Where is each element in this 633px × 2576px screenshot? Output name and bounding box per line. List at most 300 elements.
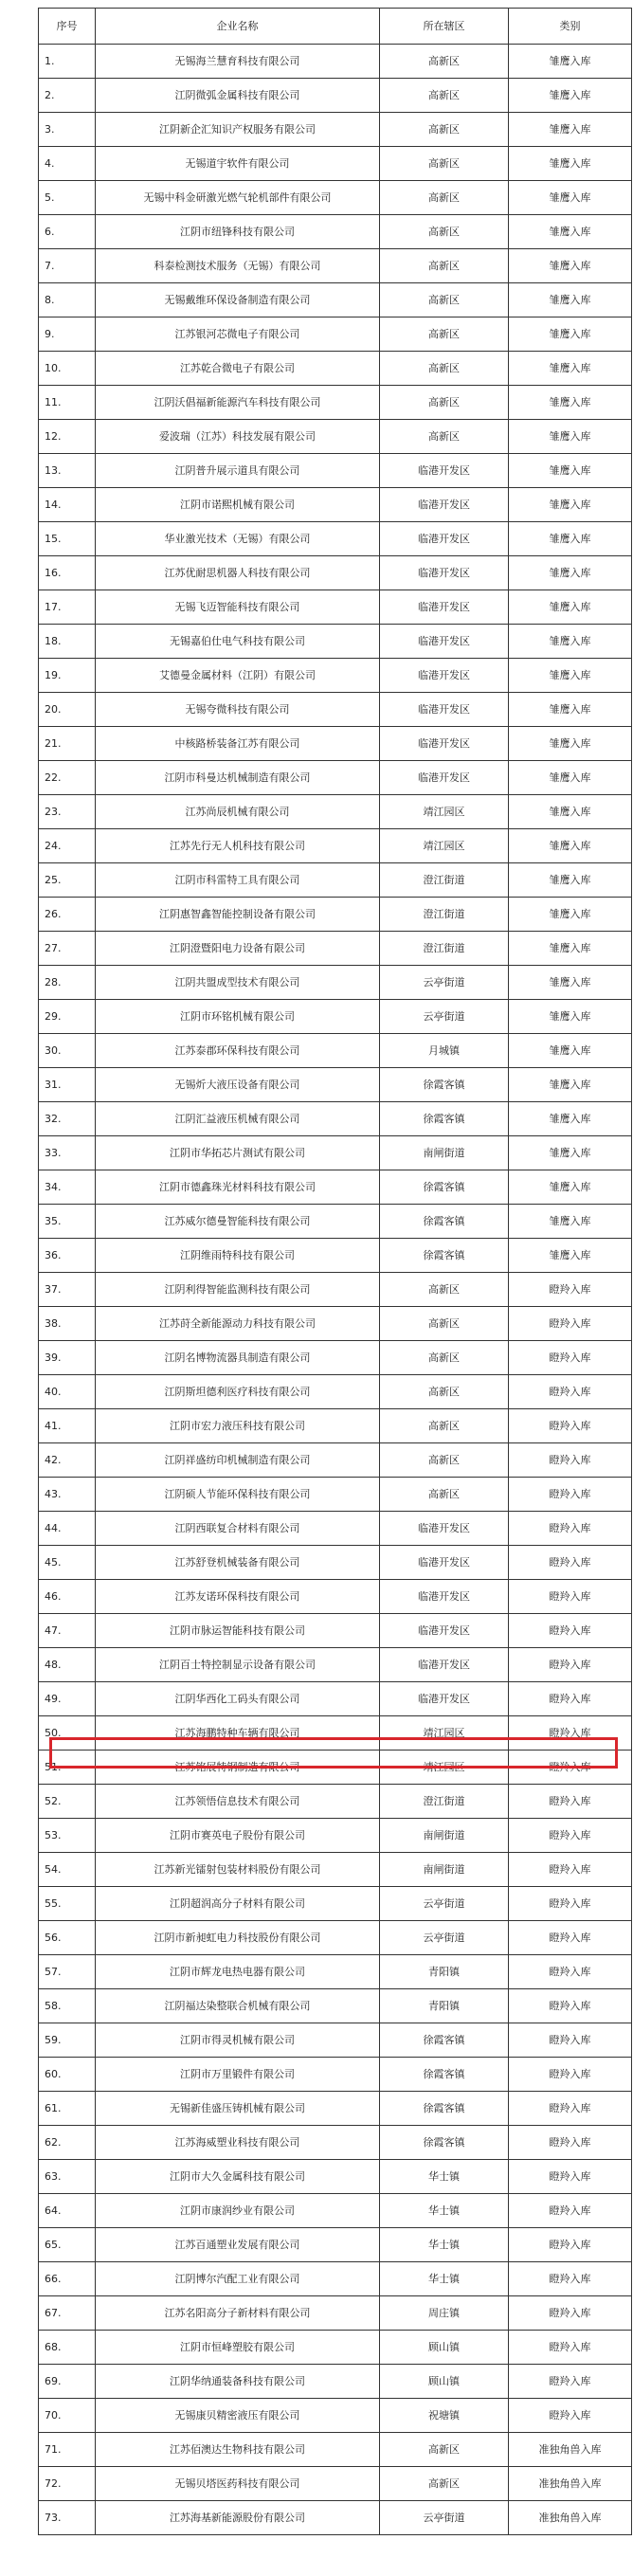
row-category: 雏鹰入库 bbox=[509, 317, 632, 352]
row-index: 13. bbox=[39, 454, 96, 488]
table-row bbox=[39, 79, 632, 113]
row-district: 云亭街道 bbox=[380, 1887, 509, 1921]
row-district: 靖江园区 bbox=[380, 1751, 509, 1785]
row-index: 35. bbox=[39, 1205, 96, 1239]
row-district: 南闸街道 bbox=[380, 1853, 509, 1887]
row-company: 无锡康贝精密液压有限公司 bbox=[96, 2399, 380, 2433]
table-row bbox=[39, 1000, 632, 1034]
row-index: 61. bbox=[39, 2092, 96, 2126]
table-row bbox=[39, 2126, 632, 2160]
row-district: 高新区 bbox=[380, 1273, 509, 1307]
table-row bbox=[39, 761, 632, 795]
table-row bbox=[39, 1034, 632, 1068]
row-district: 临港开发区 bbox=[380, 556, 509, 590]
row-index: 12. bbox=[39, 420, 96, 454]
row-district: 顾山镇 bbox=[380, 2365, 509, 2399]
row-company: 江苏海威塑业科技有限公司 bbox=[96, 2126, 380, 2160]
table-row bbox=[39, 488, 632, 522]
row-company: 江苏百通塑业发展有限公司 bbox=[96, 2228, 380, 2262]
row-district: 高新区 bbox=[380, 420, 509, 454]
row-category: 雏鹰入库 bbox=[509, 898, 632, 932]
row-category: 瞪羚入库 bbox=[509, 2160, 632, 2194]
row-category: 瞪羚入库 bbox=[509, 1307, 632, 1341]
table-row bbox=[39, 283, 632, 317]
row-district: 澄江街道 bbox=[380, 898, 509, 932]
table-row bbox=[39, 863, 632, 898]
row-company: 江苏铭展特钢制造有限公司 bbox=[96, 1751, 380, 1785]
row-company: 江阴市得灵机械有限公司 bbox=[96, 2023, 380, 2058]
row-index: 56. bbox=[39, 1921, 96, 1955]
row-index: 59. bbox=[39, 2023, 96, 2058]
row-company: 江阴市纽锋科技有限公司 bbox=[96, 215, 380, 249]
row-category: 瞪羚入库 bbox=[509, 2296, 632, 2331]
row-district: 临港开发区 bbox=[380, 1614, 509, 1648]
row-company: 无锡嘉伯仕电气科技有限公司 bbox=[96, 625, 380, 659]
row-index: 58. bbox=[39, 1989, 96, 2023]
row-index: 60. bbox=[39, 2058, 96, 2092]
row-company: 江阴市华拓芯片测试有限公司 bbox=[96, 1136, 380, 1170]
table-header-row bbox=[39, 9, 632, 45]
row-index: 16. bbox=[39, 556, 96, 590]
row-category: 瞪羚入库 bbox=[509, 1375, 632, 1409]
row-company: 江阴硕人节能环保科技有限公司 bbox=[96, 1478, 380, 1512]
row-district: 高新区 bbox=[380, 1409, 509, 1443]
row-company: 江阴祥盛纺印机械制造有限公司 bbox=[96, 1443, 380, 1478]
row-district: 临港开发区 bbox=[380, 761, 509, 795]
row-company: 江阴澄暨阳电力设备有限公司 bbox=[96, 932, 380, 966]
row-index: 6. bbox=[39, 215, 96, 249]
row-index: 7. bbox=[39, 249, 96, 283]
table-row bbox=[39, 1068, 632, 1102]
row-district: 高新区 bbox=[380, 113, 509, 147]
row-category: 瞪羚入库 bbox=[509, 1921, 632, 1955]
row-company: 江苏友诺环保科技有限公司 bbox=[96, 1580, 380, 1614]
row-index: 48. bbox=[39, 1648, 96, 1682]
row-company: 江阴华纳通装备科技有限公司 bbox=[96, 2365, 380, 2399]
row-category: 雏鹰入库 bbox=[509, 795, 632, 829]
row-index: 42. bbox=[39, 1443, 96, 1478]
row-district: 临港开发区 bbox=[380, 1580, 509, 1614]
table-row bbox=[39, 2058, 632, 2092]
row-index: 14. bbox=[39, 488, 96, 522]
row-district: 靖江园区 bbox=[380, 795, 509, 829]
table-row bbox=[39, 1648, 632, 1682]
row-index: 40. bbox=[39, 1375, 96, 1409]
row-company: 无锡炘大液压设备有限公司 bbox=[96, 1068, 380, 1102]
row-district: 徐霞客镇 bbox=[380, 1239, 509, 1273]
row-index: 62. bbox=[39, 2126, 96, 2160]
row-category: 瞪羚入库 bbox=[509, 1580, 632, 1614]
row-company: 江阴博尔汽配工业有限公司 bbox=[96, 2262, 380, 2296]
table-row bbox=[39, 1989, 632, 2023]
row-index: 73. bbox=[39, 2501, 96, 2535]
row-index: 20. bbox=[39, 693, 96, 727]
row-company: 江苏银河芯微电子有限公司 bbox=[96, 317, 380, 352]
row-index: 53. bbox=[39, 1819, 96, 1853]
row-company: 江阴西联复合材料有限公司 bbox=[96, 1512, 380, 1546]
table-row bbox=[39, 386, 632, 420]
row-index: 2. bbox=[39, 79, 96, 113]
row-company: 无锡贝塔医药科技有限公司 bbox=[96, 2467, 380, 2501]
row-company: 江苏乾合微电子有限公司 bbox=[96, 352, 380, 386]
row-district: 临港开发区 bbox=[380, 590, 509, 625]
row-district: 高新区 bbox=[380, 249, 509, 283]
table-row bbox=[39, 352, 632, 386]
row-district: 高新区 bbox=[380, 283, 509, 317]
row-district: 临港开发区 bbox=[380, 1546, 509, 1580]
row-category: 雏鹰入库 bbox=[509, 147, 632, 181]
row-company: 江苏海基新能源股份有限公司 bbox=[96, 2501, 380, 2535]
row-index: 11. bbox=[39, 386, 96, 420]
row-category: 雏鹰入库 bbox=[509, 79, 632, 113]
row-index: 38. bbox=[39, 1307, 96, 1341]
row-category: 瞪羚入库 bbox=[509, 2023, 632, 2058]
row-district: 徐霞客镇 bbox=[380, 2126, 509, 2160]
row-company: 江阴惠智鑫智能控制设备有限公司 bbox=[96, 898, 380, 932]
row-category: 雏鹰入库 bbox=[509, 215, 632, 249]
row-category: 雏鹰入库 bbox=[509, 1034, 632, 1068]
table-row bbox=[39, 45, 632, 79]
table-row bbox=[39, 556, 632, 590]
table-row bbox=[39, 1614, 632, 1648]
row-district: 青阳镇 bbox=[380, 1989, 509, 2023]
row-index: 55. bbox=[39, 1887, 96, 1921]
row-index: 68. bbox=[39, 2331, 96, 2365]
row-index: 36. bbox=[39, 1239, 96, 1273]
row-company: 江阴市宏力液压科技有限公司 bbox=[96, 1409, 380, 1443]
header-category: 类别 bbox=[509, 9, 632, 45]
table-body bbox=[39, 45, 632, 2535]
row-index: 27. bbox=[39, 932, 96, 966]
table-row bbox=[39, 1887, 632, 1921]
table-row bbox=[39, 2433, 632, 2467]
row-category: 雏鹰入库 bbox=[509, 420, 632, 454]
row-category: 瞪羚入库 bbox=[509, 2399, 632, 2433]
table-row bbox=[39, 727, 632, 761]
row-district: 月城镇 bbox=[380, 1034, 509, 1068]
row-company: 江苏优耐思机器人科技有限公司 bbox=[96, 556, 380, 590]
table-row bbox=[39, 898, 632, 932]
table-row bbox=[39, 249, 632, 283]
row-category: 瞪羚入库 bbox=[509, 1989, 632, 2023]
row-category: 瞪羚入库 bbox=[509, 1546, 632, 1580]
row-index: 19. bbox=[39, 659, 96, 693]
row-district: 高新区 bbox=[380, 181, 509, 215]
row-district: 青阳镇 bbox=[380, 1955, 509, 1989]
row-district: 靖江园区 bbox=[380, 829, 509, 863]
row-company: 爱波瑞（江苏）科技发展有限公司 bbox=[96, 420, 380, 454]
row-category: 雏鹰入库 bbox=[509, 522, 632, 556]
row-index: 22. bbox=[39, 761, 96, 795]
row-district: 临港开发区 bbox=[380, 1682, 509, 1716]
row-index: 71. bbox=[39, 2433, 96, 2467]
row-district: 华士镇 bbox=[380, 2262, 509, 2296]
table-row bbox=[39, 1682, 632, 1716]
row-district: 高新区 bbox=[380, 1478, 509, 1512]
row-category: 瞪羚入库 bbox=[509, 1409, 632, 1443]
company-table bbox=[38, 8, 632, 2535]
row-district: 临港开发区 bbox=[380, 1512, 509, 1546]
row-company: 江苏莳全新能源动力科技有限公司 bbox=[96, 1307, 380, 1341]
row-company: 江阴市万里锻件有限公司 bbox=[96, 2058, 380, 2092]
row-category: 瞪羚入库 bbox=[509, 2262, 632, 2296]
table-row bbox=[39, 1580, 632, 1614]
row-category: 瞪羚入库 bbox=[509, 1751, 632, 1785]
row-company: 江阴华西化工码头有限公司 bbox=[96, 1682, 380, 1716]
row-index: 24. bbox=[39, 829, 96, 863]
row-district: 高新区 bbox=[380, 147, 509, 181]
row-district: 靖江园区 bbox=[380, 1716, 509, 1751]
row-index: 26. bbox=[39, 898, 96, 932]
row-company: 江苏先行无人机科技有限公司 bbox=[96, 829, 380, 863]
row-category: 瞪羚入库 bbox=[509, 1682, 632, 1716]
row-district: 徐霞客镇 bbox=[380, 2058, 509, 2092]
row-company: 江苏佰澳达生物科技有限公司 bbox=[96, 2433, 380, 2467]
row-district: 云亭街道 bbox=[380, 1000, 509, 1034]
table-row bbox=[39, 693, 632, 727]
row-index: 34. bbox=[39, 1170, 96, 1205]
row-district: 高新区 bbox=[380, 2467, 509, 2501]
row-category: 雏鹰入库 bbox=[509, 659, 632, 693]
table-row bbox=[39, 2365, 632, 2399]
row-index: 67. bbox=[39, 2296, 96, 2331]
row-company: 江阴微弧金属科技有限公司 bbox=[96, 79, 380, 113]
row-category: 雏鹰入库 bbox=[509, 249, 632, 283]
row-category: 雏鹰入库 bbox=[509, 727, 632, 761]
row-index: 41. bbox=[39, 1409, 96, 1443]
table-row bbox=[39, 2296, 632, 2331]
table-row bbox=[39, 2262, 632, 2296]
row-category: 雏鹰入库 bbox=[509, 1000, 632, 1034]
row-district: 澄江街道 bbox=[380, 932, 509, 966]
row-index: 25. bbox=[39, 863, 96, 898]
row-index: 44. bbox=[39, 1512, 96, 1546]
row-category: 雏鹰入库 bbox=[509, 966, 632, 1000]
row-index: 23. bbox=[39, 795, 96, 829]
row-category: 雏鹰入库 bbox=[509, 1239, 632, 1273]
table-row bbox=[39, 1512, 632, 1546]
row-index: 39. bbox=[39, 1341, 96, 1375]
table-row bbox=[39, 2228, 632, 2262]
row-index: 64. bbox=[39, 2194, 96, 2228]
table-row bbox=[39, 454, 632, 488]
row-index: 49. bbox=[39, 1682, 96, 1716]
table-row bbox=[39, 1136, 632, 1170]
row-company: 江阴百士特控制显示设备有限公司 bbox=[96, 1648, 380, 1682]
table-row bbox=[39, 659, 632, 693]
row-district: 澄江街道 bbox=[380, 863, 509, 898]
row-district: 临港开发区 bbox=[380, 693, 509, 727]
row-index: 46. bbox=[39, 1580, 96, 1614]
row-category: 雏鹰入库 bbox=[509, 1102, 632, 1136]
row-company: 无锡中科金研激光燃气轮机部件有限公司 bbox=[96, 181, 380, 215]
row-index: 17. bbox=[39, 590, 96, 625]
table-row bbox=[39, 590, 632, 625]
row-category: 雏鹰入库 bbox=[509, 1068, 632, 1102]
row-index: 45. bbox=[39, 1546, 96, 1580]
row-company: 江苏海鹏特种车辆有限公司 bbox=[96, 1716, 380, 1751]
row-district: 临港开发区 bbox=[380, 727, 509, 761]
table-row bbox=[39, 1205, 632, 1239]
row-category: 准独角兽入库 bbox=[509, 2433, 632, 2467]
row-district: 高新区 bbox=[380, 1443, 509, 1478]
row-category: 雏鹰入库 bbox=[509, 556, 632, 590]
row-index: 52. bbox=[39, 1785, 96, 1819]
row-index: 66. bbox=[39, 2262, 96, 2296]
row-category: 雏鹰入库 bbox=[509, 45, 632, 79]
row-district: 高新区 bbox=[380, 352, 509, 386]
table-row bbox=[39, 1239, 632, 1273]
row-index: 33. bbox=[39, 1136, 96, 1170]
row-category: 雏鹰入库 bbox=[509, 1136, 632, 1170]
row-company: 无锡新佳盛压铸机械有限公司 bbox=[96, 2092, 380, 2126]
row-category: 瞪羚入库 bbox=[509, 1955, 632, 1989]
row-category: 准独角兽入库 bbox=[509, 2467, 632, 2501]
row-category: 瞪羚入库 bbox=[509, 2092, 632, 2126]
row-index: 30. bbox=[39, 1034, 96, 1068]
row-company: 江阴超润高分子材料有限公司 bbox=[96, 1887, 380, 1921]
row-district: 高新区 bbox=[380, 317, 509, 352]
table-row bbox=[39, 317, 632, 352]
table-row bbox=[39, 1170, 632, 1205]
table-row bbox=[39, 522, 632, 556]
row-index: 1. bbox=[39, 45, 96, 79]
row-category: 瞪羚入库 bbox=[509, 1648, 632, 1682]
row-company: 江阴普升展示道具有限公司 bbox=[96, 454, 380, 488]
row-district: 徐霞客镇 bbox=[380, 1068, 509, 1102]
row-index: 8. bbox=[39, 283, 96, 317]
table-row bbox=[39, 829, 632, 863]
table-row bbox=[39, 1819, 632, 1853]
row-company: 江阴市科雷特工具有限公司 bbox=[96, 863, 380, 898]
row-company: 无锡戴维环保设备制造有限公司 bbox=[96, 283, 380, 317]
row-company: 江苏领悟信息技术有限公司 bbox=[96, 1785, 380, 1819]
row-district: 临港开发区 bbox=[380, 454, 509, 488]
row-category: 雏鹰入库 bbox=[509, 386, 632, 420]
row-district: 华士镇 bbox=[380, 2228, 509, 2262]
row-index: 51. bbox=[39, 1751, 96, 1785]
table-row bbox=[39, 625, 632, 659]
row-category: 瞪羚入库 bbox=[509, 1443, 632, 1478]
row-district: 南闸街道 bbox=[380, 1819, 509, 1853]
row-index: 37. bbox=[39, 1273, 96, 1307]
row-category: 瞪羚入库 bbox=[509, 1785, 632, 1819]
row-company: 江阴名博物流器具制造有限公司 bbox=[96, 1341, 380, 1375]
table-row bbox=[39, 181, 632, 215]
row-company: 科泰检测技术服务（无锡）有限公司 bbox=[96, 249, 380, 283]
row-category: 瞪羚入库 bbox=[509, 2228, 632, 2262]
row-company: 江阴市环铭机械有限公司 bbox=[96, 1000, 380, 1034]
header-index: 序号 bbox=[39, 9, 96, 45]
row-company: 江苏尚辰机械有限公司 bbox=[96, 795, 380, 829]
row-index: 69. bbox=[39, 2365, 96, 2399]
row-index: 57. bbox=[39, 1955, 96, 1989]
row-company: 江阴市辉龙电热电器有限公司 bbox=[96, 1955, 380, 1989]
row-company: 江阴市脉运智能科技有限公司 bbox=[96, 1614, 380, 1648]
row-company: 江阴斯坦德利医疗科技有限公司 bbox=[96, 1375, 380, 1409]
row-company: 江阴市科曼达机械制造有限公司 bbox=[96, 761, 380, 795]
row-company: 江阴维雨特科技有限公司 bbox=[96, 1239, 380, 1273]
row-company: 江阴市赛英电子股份有限公司 bbox=[96, 1819, 380, 1853]
row-index: 31. bbox=[39, 1068, 96, 1102]
table-row bbox=[39, 2399, 632, 2433]
row-company: 江阴市大久金属科技有限公司 bbox=[96, 2160, 380, 2194]
row-district: 顾山镇 bbox=[380, 2331, 509, 2365]
row-index: 5. bbox=[39, 181, 96, 215]
row-index: 10. bbox=[39, 352, 96, 386]
row-district: 高新区 bbox=[380, 79, 509, 113]
row-index: 18. bbox=[39, 625, 96, 659]
row-category: 瞪羚入库 bbox=[509, 1341, 632, 1375]
row-company: 江苏泰郡环保科技有限公司 bbox=[96, 1034, 380, 1068]
row-company: 江苏威尔德曼智能科技有限公司 bbox=[96, 1205, 380, 1239]
row-company: 中核路桥装备江苏有限公司 bbox=[96, 727, 380, 761]
row-category: 雏鹰入库 bbox=[509, 113, 632, 147]
row-category: 雏鹰入库 bbox=[509, 590, 632, 625]
header-district: 所在辖区 bbox=[380, 9, 509, 45]
row-company: 无锡道宇软件有限公司 bbox=[96, 147, 380, 181]
row-category: 瞪羚入库 bbox=[509, 1716, 632, 1751]
row-index: 21. bbox=[39, 727, 96, 761]
row-index: 65. bbox=[39, 2228, 96, 2262]
row-district: 南闸街道 bbox=[380, 1136, 509, 1170]
row-index: 29. bbox=[39, 1000, 96, 1034]
row-district: 高新区 bbox=[380, 215, 509, 249]
table-row bbox=[39, 932, 632, 966]
row-category: 瞪羚入库 bbox=[509, 2058, 632, 2092]
table-row bbox=[39, 1921, 632, 1955]
row-company: 江阴市恒峰塑胶有限公司 bbox=[96, 2331, 380, 2365]
row-company: 华业激光技术（无锡）有限公司 bbox=[96, 522, 380, 556]
table-row bbox=[39, 1751, 632, 1785]
table-row bbox=[39, 1375, 632, 1409]
row-company: 江阴利得智能监测科技有限公司 bbox=[96, 1273, 380, 1307]
row-company: 江阴市新昶虹电力科技股份有限公司 bbox=[96, 1921, 380, 1955]
row-company: 江阴汇益液压机械有限公司 bbox=[96, 1102, 380, 1136]
row-index: 43. bbox=[39, 1478, 96, 1512]
table-row bbox=[39, 2194, 632, 2228]
row-district: 徐霞客镇 bbox=[380, 1102, 509, 1136]
row-category: 准独角兽入库 bbox=[509, 2501, 632, 2535]
row-index: 9. bbox=[39, 317, 96, 352]
table-row bbox=[39, 1341, 632, 1375]
row-company: 江苏名阳高分子新材料有限公司 bbox=[96, 2296, 380, 2331]
row-category: 瞪羚入库 bbox=[509, 2365, 632, 2399]
row-district: 临港开发区 bbox=[380, 659, 509, 693]
row-company: 江阴共盟成型技术有限公司 bbox=[96, 966, 380, 1000]
row-district: 高新区 bbox=[380, 45, 509, 79]
row-category: 瞪羚入库 bbox=[509, 1478, 632, 1512]
row-district: 高新区 bbox=[380, 1341, 509, 1375]
row-category: 雏鹰入库 bbox=[509, 932, 632, 966]
table-row bbox=[39, 420, 632, 454]
table-row bbox=[39, 113, 632, 147]
row-company: 江阴市德鑫珠光材料科技有限公司 bbox=[96, 1170, 380, 1205]
table-row bbox=[39, 2160, 632, 2194]
table-row bbox=[39, 2501, 632, 2535]
table-row bbox=[39, 795, 632, 829]
table-row bbox=[39, 1785, 632, 1819]
row-category: 瞪羚入库 bbox=[509, 1887, 632, 1921]
row-company: 无锡海兰慧育科技有限公司 bbox=[96, 45, 380, 79]
row-district: 祝塘镇 bbox=[380, 2399, 509, 2433]
row-district: 临港开发区 bbox=[380, 625, 509, 659]
row-district: 徐霞客镇 bbox=[380, 1205, 509, 1239]
row-category: 瞪羚入库 bbox=[509, 2194, 632, 2228]
row-district: 周庄镇 bbox=[380, 2296, 509, 2331]
row-district: 临港开发区 bbox=[380, 522, 509, 556]
row-category: 瞪羚入库 bbox=[509, 2126, 632, 2160]
